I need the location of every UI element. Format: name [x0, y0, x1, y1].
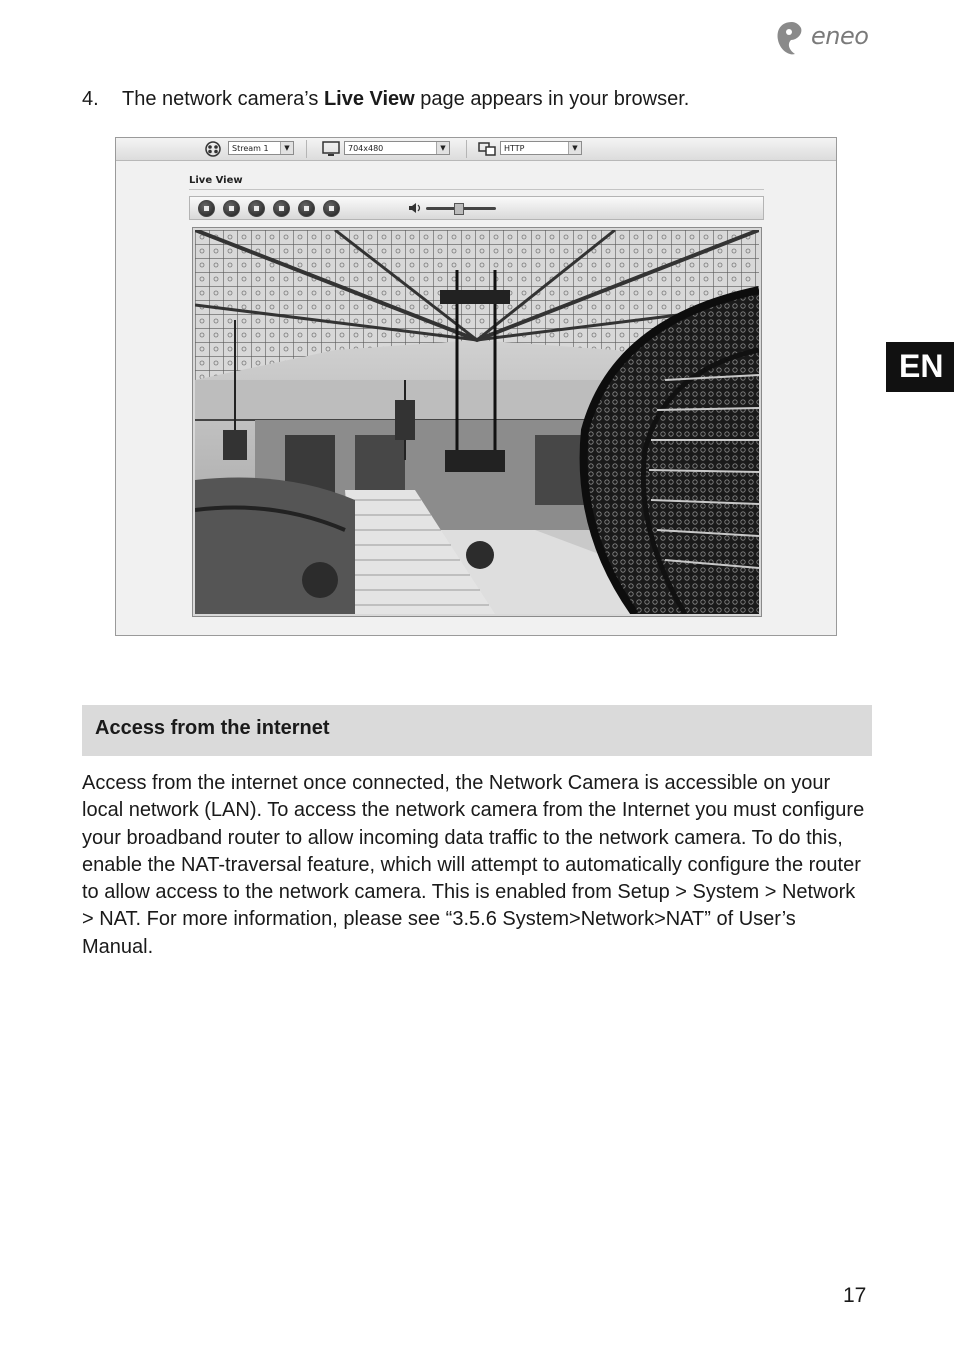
resolution-select-value: 704x480: [348, 144, 384, 153]
language-tab: [886, 342, 954, 392]
resolution-select[interactable]: [344, 141, 450, 155]
live-view-toolbar: [116, 138, 836, 161]
live-view-title: Live View: [189, 175, 243, 186]
step-number: 4.: [82, 88, 99, 110]
stop-button[interactable]: [223, 200, 240, 217]
speaker-icon: [408, 202, 422, 214]
stream-select-value: Stream 1: [232, 144, 269, 153]
section-header: [82, 705, 872, 756]
title-divider: [189, 189, 764, 190]
camera-image-atrium: [195, 230, 759, 614]
protocol-select-value: HTTP: [504, 144, 525, 153]
section-body-paragraph: Access from the internet once connected, the Network Camera is accessible on your local network (LAN). To access the network camera from the Internet you must configure your broadband router to allow incoming data traffic to the network camera. To do this, enable the NAT-traversal feature, which will attempt to automatically configure the router to allow access to the network camera. This is enabled from Setup > System > Network > NAT. For more information, please see “3.5.6 System>Network>NAT” of User’s Manual.: [82, 772, 865, 958]
monitor-icon: [322, 141, 340, 157]
zoom-button[interactable]: [273, 200, 290, 217]
step-text-before: The network camera’s: [122, 88, 324, 110]
toolbar-divider: [466, 140, 467, 158]
record-button[interactable]: [323, 200, 340, 217]
stream-select[interactable]: [228, 141, 294, 155]
protocol-select[interactable]: [500, 141, 582, 155]
language-tab-label: EN: [899, 348, 944, 384]
volume-slider-handle[interactable]: [454, 203, 464, 215]
step-text-after: page appears in your browser.: [414, 88, 690, 110]
live-video-frame: [192, 227, 762, 617]
chevron-down-icon: ▼: [280, 142, 293, 154]
snapshot-button[interactable]: [248, 200, 265, 217]
toolbar-divider: [306, 140, 307, 158]
chevron-down-icon: ▼: [568, 142, 581, 154]
logo-wordmark: eneo: [811, 22, 869, 50]
step-instruction: [82, 88, 689, 111]
step-bold-term: Live View: [323, 88, 415, 110]
fullscreen-button[interactable]: [298, 200, 315, 217]
live-view-screenshot: [115, 137, 837, 636]
stream-icon: [204, 141, 222, 157]
network-icon: [478, 141, 496, 157]
eneo-logo-icon: [775, 20, 809, 58]
play-button[interactable]: [198, 200, 215, 217]
chevron-down-icon: ▼: [436, 142, 449, 154]
page-number: 17: [843, 1284, 867, 1307]
eneo-logo: [775, 20, 885, 60]
video-control-bar: [189, 196, 764, 220]
section-title: Access from the internet: [95, 717, 330, 739]
